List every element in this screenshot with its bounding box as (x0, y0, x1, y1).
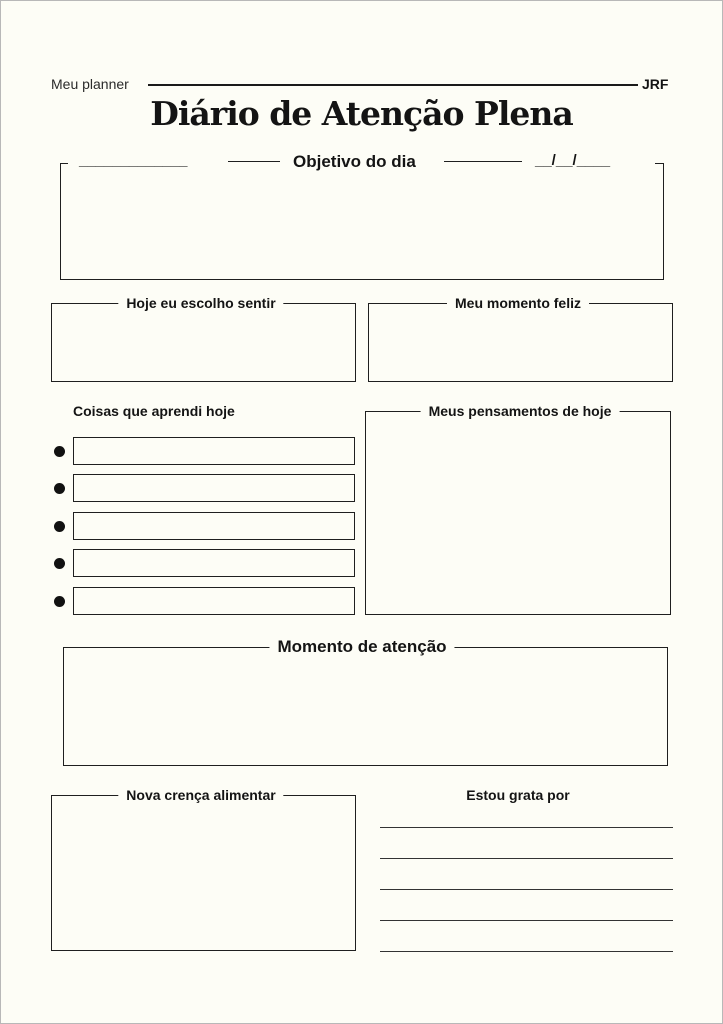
grateful-line-5[interactable] (380, 951, 673, 952)
learned-item-1[interactable] (73, 437, 355, 465)
feel-label: Hoje eu escolho sentir (118, 295, 283, 311)
objective-label: Objetivo do dia (293, 152, 416, 171)
bullet-icon (54, 446, 65, 457)
learned-item-3[interactable] (73, 512, 355, 540)
grateful-line-2[interactable] (380, 858, 673, 859)
objective-rule-right (444, 161, 522, 162)
happy-box[interactable] (368, 303, 673, 382)
learned-item-5[interactable] (73, 587, 355, 615)
feel-box[interactable] (51, 303, 356, 382)
learned-item-2[interactable] (73, 474, 355, 502)
objective-frame-right (663, 163, 664, 280)
belief-box[interactable] (51, 795, 356, 951)
learned-item-4[interactable] (73, 549, 355, 577)
attention-box[interactable] (63, 647, 668, 766)
objective-frame-bottom (60, 279, 664, 280)
objective-rule-left (228, 161, 280, 162)
happy-label: Meu momento feliz (447, 295, 589, 311)
belief-label: Nova crença alimentar (118, 787, 283, 803)
thoughts-box[interactable] (365, 411, 671, 615)
attention-label: Momento de atenção (269, 637, 454, 657)
thoughts-label: Meus pensamentos de hoje (421, 403, 620, 419)
grateful-line-3[interactable] (380, 889, 673, 890)
bullet-icon (54, 521, 65, 532)
header-divider (148, 84, 638, 86)
bullet-icon (54, 558, 65, 569)
planner-label: Meu planner (51, 76, 129, 92)
objective-writing-area[interactable] (68, 178, 656, 274)
author-initials: JRF (642, 76, 669, 92)
bullet-icon (54, 483, 65, 494)
learned-label: Coisas que aprendi hoje (73, 403, 235, 419)
page-title: Diário de Atenção Plena (150, 94, 573, 133)
grateful-line-4[interactable] (380, 920, 673, 921)
objective-frame-tl (60, 163, 68, 164)
bullet-icon (54, 596, 65, 607)
date-field[interactable]: __/__/____ (535, 152, 611, 169)
objective-name-blank[interactable]: _____________ (79, 152, 188, 169)
grateful-line-1[interactable] (380, 827, 673, 828)
grateful-label: Estou grata por (466, 787, 570, 803)
objective-frame-left (60, 163, 61, 280)
